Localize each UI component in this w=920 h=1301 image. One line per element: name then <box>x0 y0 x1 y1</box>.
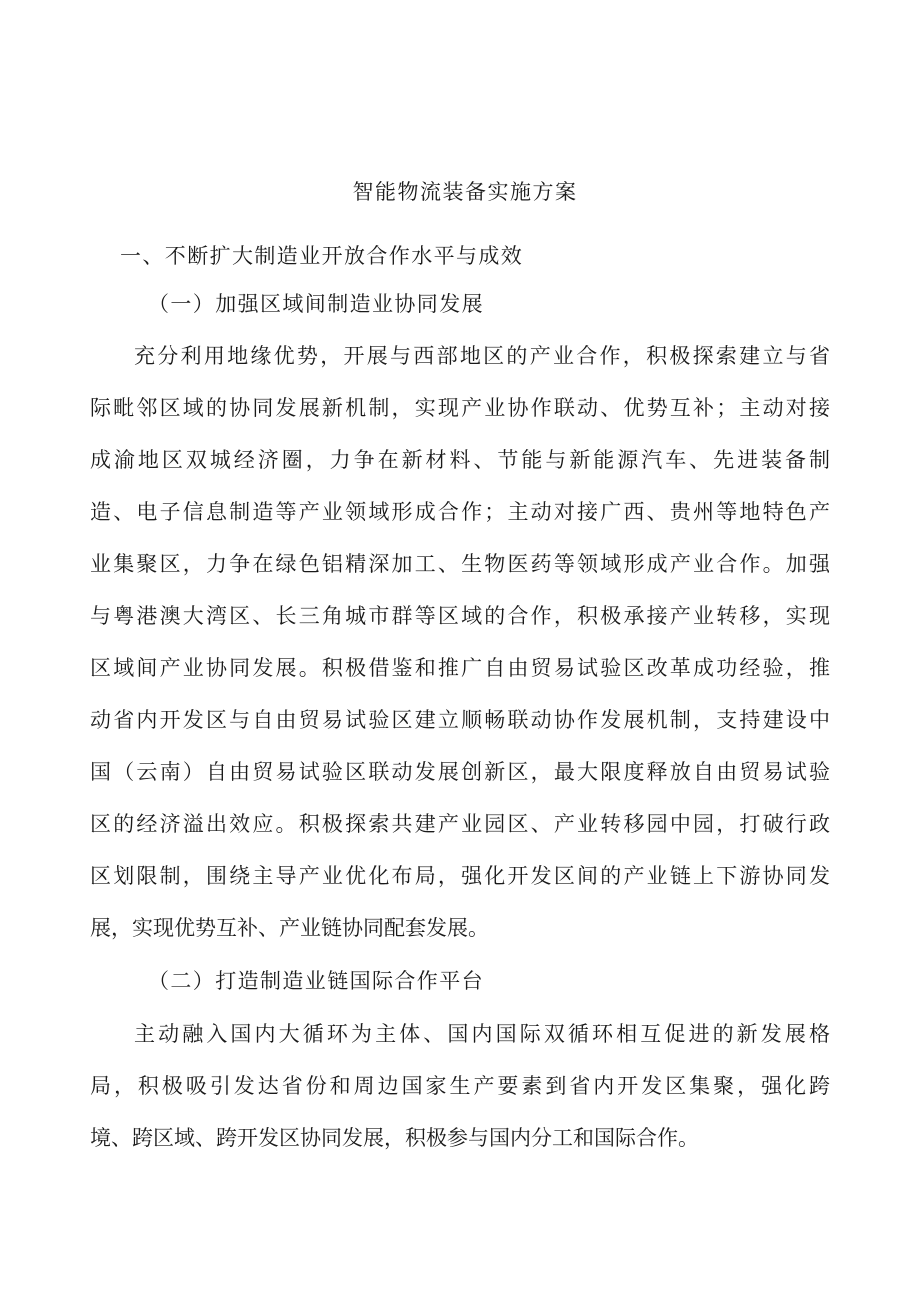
paragraph-line: 动省内开发区与自由贸易试验区建立顺畅联动协作发展机制，支持建设中 <box>90 708 830 732</box>
paragraph-line: 际毗邻区域的协同发展新机制，实现产业协作联动、优势互补；主动对接 <box>90 396 830 420</box>
paragraph-line: 主动融入国内大循环为主体、国内国际双循环相互促进的新发展格 <box>134 1022 830 1046</box>
paragraph-1 <box>90 330 830 954</box>
subsection-heading-1: （一）加强区域间制造业协同发展 <box>148 292 484 316</box>
subsection-heading-2: （二）打造制造业链国际合作平台 <box>148 969 484 993</box>
paragraph-2 <box>90 1008 830 1164</box>
paragraph-line: 与粤港澳大湾区、长三角城市群等区域的合作，积极承接产业转移，实现 <box>90 604 830 628</box>
paragraph-line: 充分利用地缘优势，开展与西部地区的产业合作，积极探索建立与省 <box>134 344 830 368</box>
paragraph-line: 造、电子信息制造等产业领域形成合作；主动对接广西、贵州等地特色产 <box>90 500 830 524</box>
paragraph-line: 国（云南）自由贸易试验区联动发展创新区，最大限度释放自由贸易试验 <box>90 760 830 784</box>
paragraph-line: 业集聚区，力争在绿色铝精深加工、生物医药等领域形成产业合作。加强 <box>90 552 830 576</box>
paragraph-line: 展，实现优势互补、产业链协同配套发展。 <box>90 916 489 940</box>
section-heading: 一、不断扩大制造业开放合作水平与成效 <box>120 244 524 268</box>
document-title: 智能物流装备实施方案 <box>352 180 578 204</box>
paragraph-line: 境、跨区域、跨开发区协同发展，积极参与国内分工和国际合作。 <box>90 1126 699 1150</box>
paragraph-line: 区的经济溢出效应。积极探索共建产业园区、产业转移园中园，打破行政 <box>90 812 830 836</box>
paragraph-line: 区划限制，围绕主导产业优化布局，强化开发区间的产业链上下游协同发 <box>90 864 830 888</box>
paragraph-line: 成渝地区双城经济圈，力争在新材料、节能与新能源汽车、先进装备制 <box>90 448 830 472</box>
paragraph-line: 局，积极吸引发达省份和周边国家生产要素到省内开发区集聚，强化跨 <box>90 1074 830 1098</box>
paragraph-line: 区域间产业协同发展。积极借鉴和推广自由贸易试验区改革成功经验，推 <box>90 656 830 680</box>
